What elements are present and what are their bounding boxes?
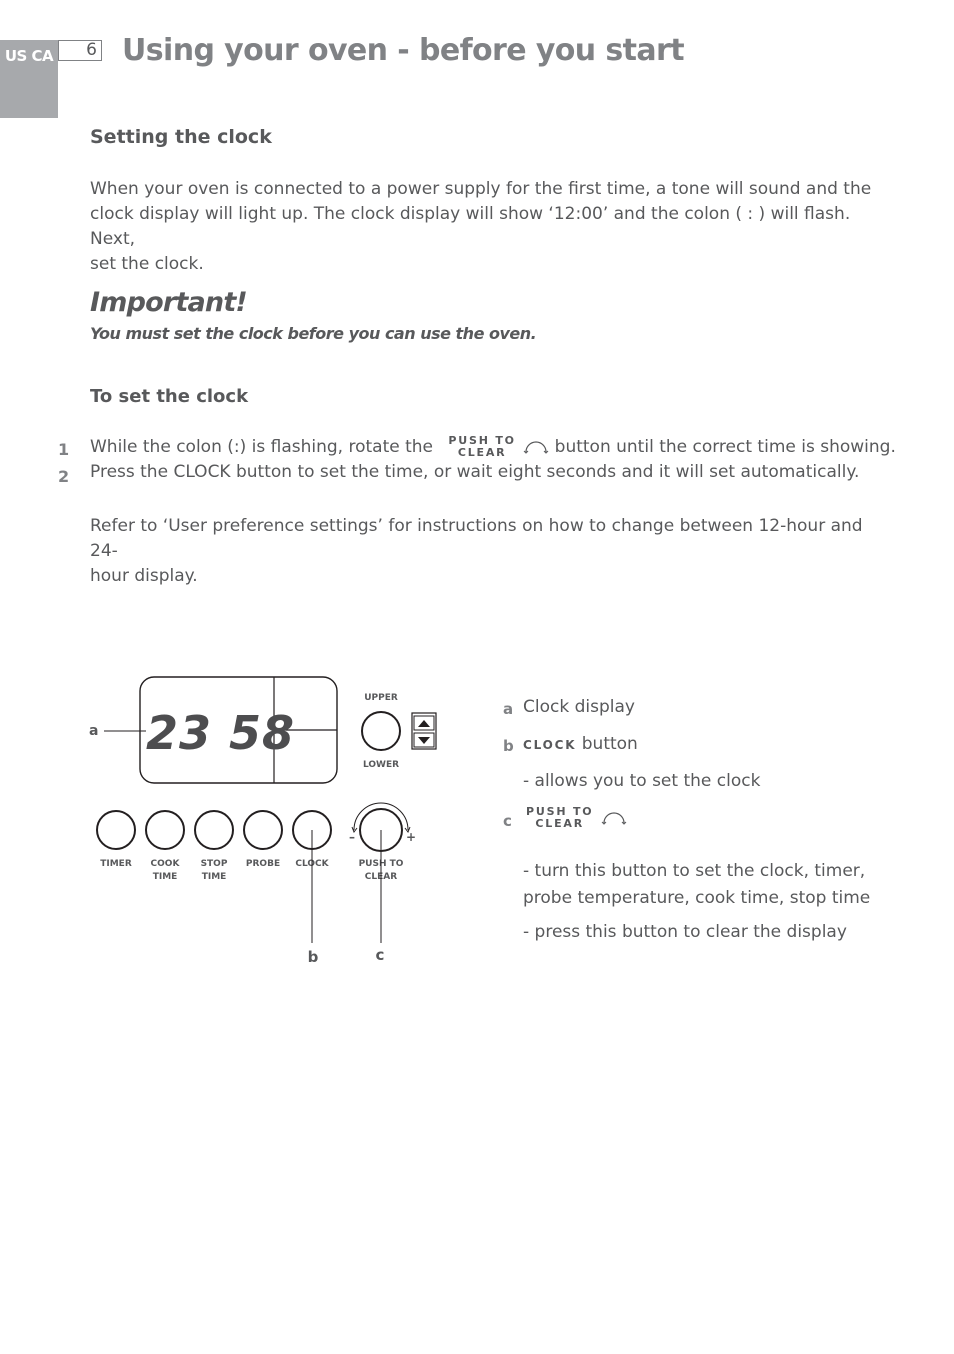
page-title: Using your oven - before you start xyxy=(122,33,684,68)
callout-label-a: a xyxy=(89,723,99,739)
step-1-after: button until the correct time is showing. xyxy=(554,437,896,457)
timer-label: TIMER xyxy=(100,859,132,869)
callout-label-c: c xyxy=(375,946,385,964)
step-text-2: Press the CLOCK button to set the time, or wait eight seconds and it will set automatically. xyxy=(90,462,860,482)
step-number-2: 2 xyxy=(58,467,70,486)
legend-c-line-1: - turn this button to set the clock, timer, xyxy=(523,861,866,881)
knob-rotate-icon xyxy=(601,810,627,826)
legend-text-b xyxy=(523,734,638,754)
legend-text-a: Clock display xyxy=(523,697,635,717)
ptc-legend-line1: PUSH TO xyxy=(526,805,594,818)
legend-text-c xyxy=(523,806,627,836)
ptc-line2: CLEAR xyxy=(457,446,507,459)
cook-time-label-1: COOK xyxy=(150,859,180,869)
step-text-1 xyxy=(90,434,896,460)
legend-letter-c: c xyxy=(503,812,512,830)
stop-time-label-2: TIME xyxy=(201,872,227,882)
knob-plus: + xyxy=(405,830,417,844)
push-to-clear-legend xyxy=(526,806,593,830)
note-line-1: Refer to ‘User preference settings’ for instructions on how to change between 12-hour and 24- xyxy=(90,516,863,561)
procedure-heading: To set the clock xyxy=(90,386,249,407)
cook-time-button[interactable] xyxy=(146,811,184,849)
intro-paragraph xyxy=(90,177,890,277)
legend-desc-c xyxy=(523,858,870,912)
knob-label-1: PUSH TO xyxy=(358,859,404,869)
legend-desc-b: - allows you to set the clock xyxy=(523,771,761,791)
intro-line-1: When your oven is connected to a power supply for the first time, a tone will sound and the xyxy=(90,179,872,199)
legend-letter-a: a xyxy=(503,700,514,718)
knob-label-2: CLEAR xyxy=(364,872,398,882)
stop-time-button[interactable] xyxy=(195,811,233,849)
stop-time-label-1: STOP xyxy=(200,859,228,869)
region-tab xyxy=(0,40,58,118)
note-line-2: hour display. xyxy=(90,566,198,586)
intro-line-3: set the clock. xyxy=(90,254,204,274)
intro-line-2: clock display will light up. The clock display will show ‘12:00’ and the colon ( : ) will flash. Next, xyxy=(90,204,851,249)
control-panel-diagram xyxy=(80,660,460,980)
cook-time-label-2: TIME xyxy=(152,872,178,882)
probe-button[interactable] xyxy=(244,811,282,849)
upper-lower-button[interactable] xyxy=(362,712,400,750)
knob-minus: – xyxy=(349,830,355,844)
step-1-before: While the colon (:) is flashing, rotate the xyxy=(90,437,434,457)
knob-arc xyxy=(354,803,408,830)
section-heading: Setting the clock xyxy=(90,126,272,148)
clock-display-digits: 23 58 xyxy=(146,706,296,760)
callout-label-b: b xyxy=(307,948,319,966)
legend-b-button-word: button xyxy=(581,734,638,754)
important-text: You must set the clock before you can use the oven. xyxy=(90,324,537,343)
ptc-legend-line2: CLEAR xyxy=(535,817,584,830)
lower-label: LOWER xyxy=(362,760,400,770)
upper-label: UPPER xyxy=(364,693,398,703)
note-paragraph xyxy=(90,514,890,589)
knob-rotate-icon xyxy=(523,439,549,455)
timer-button[interactable] xyxy=(97,811,135,849)
probe-label: PROBE xyxy=(245,859,281,869)
clock-label: CLOCK xyxy=(295,859,329,869)
push-to-clear-inline xyxy=(448,435,515,459)
legend-desc-c-clear: - press this button to clear the display xyxy=(523,922,847,942)
step-number-1: 1 xyxy=(58,440,70,459)
legend-c-line-2: probe temperature, cook time, stop time xyxy=(523,888,871,908)
legend-letter-b: b xyxy=(503,737,514,755)
important-title: Important! xyxy=(90,287,247,318)
page-number: 6 xyxy=(58,40,102,61)
clock-caps: CLOCK xyxy=(523,738,577,752)
region-label: US CA xyxy=(4,47,54,65)
ptc-line1: PUSH TO xyxy=(448,434,516,447)
